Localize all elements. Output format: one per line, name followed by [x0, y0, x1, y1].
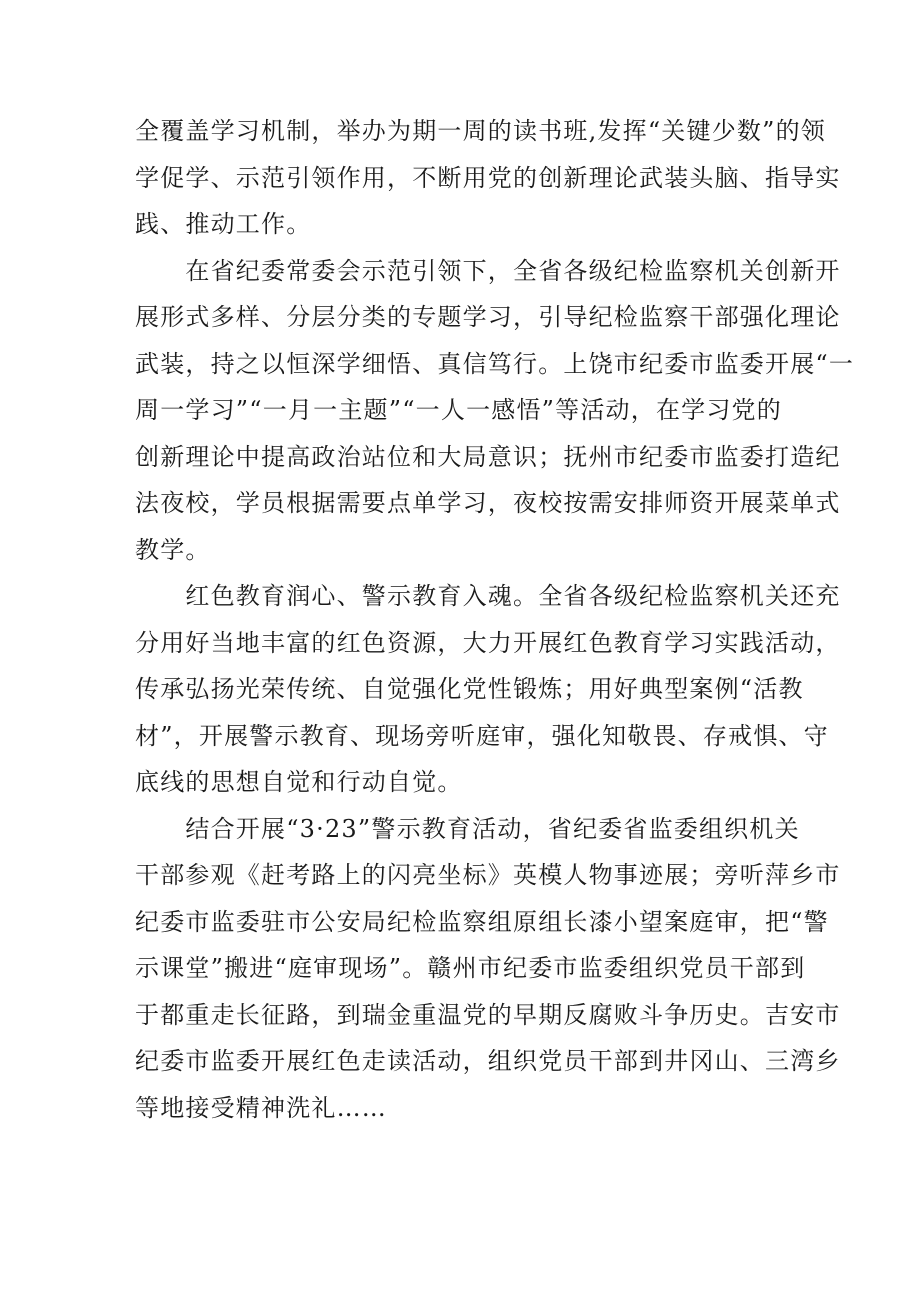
text-line: 展形式多样、分层分类的专题学习，引导纪检监察干部强化理论 — [135, 303, 841, 331]
text-line: 红色教育润心、警示教育入魂。全省各级纪检监察机关还充 — [135, 582, 841, 610]
text-line: 法夜校，学员根据需要点单学习，夜校按需安排师资开展菜单式 — [135, 489, 841, 517]
article-body — [135, 108, 855, 1131]
paragraph-study-mechanism — [135, 108, 841, 248]
text-line: 于都重走长征路，到瑞金重温党的早期反腐败斗争历史。吉安市 — [135, 1000, 841, 1029]
text-line: 武装，持之以恒深学细悟、真信笃行。上饶市纪委市监委开展“一 — [135, 349, 855, 378]
text-line: 干部参观《赶考路上的闪亮坐标》英模人物事迹展；旁听萍乡市 — [135, 861, 841, 889]
paragraph-red-education — [135, 573, 841, 806]
text-line: 全覆盖学习机制，举办为期一周的读书班,发挥“关键少数”的领 — [135, 117, 826, 145]
text-line: 传承弘扬光荣传统、自觉强化党性锻炼；用好典型案例“活教 — [135, 675, 804, 703]
text-line: 教学。 — [135, 535, 211, 564]
text-line: 纪委市监委驻市公安局纪检监察组原组长漆小望案庭审，把“警 — [135, 907, 829, 936]
text-line: 在省纪委常委会示范引领下，全省各级纪检监察机关创新开 — [135, 256, 841, 285]
text-line: 等地接受精神洗礼…… — [135, 1093, 387, 1122]
text-line: 分用好当地丰富的红色资源，大力开展红色教育学习实践活动， — [135, 628, 841, 657]
text-line: 践、推动工作。 — [135, 210, 312, 238]
text-line: 底线的思想自觉和行动自觉。 — [135, 768, 463, 796]
text-line: 学促学、示范引领作用，不断用党的创新理论武装头脑、指导实 — [135, 163, 841, 192]
text-line: 纪委市监委开展红色走读活动，组织党员干部到井冈山、三湾乡 — [135, 1047, 841, 1075]
text-line: 材”，开展警示教育、现场旁听庭审，强化知敬畏、存戒惧、守 — [135, 721, 829, 750]
paragraph-warning-education — [135, 806, 841, 1132]
text-line: 示课堂”搬进“庭审现场”。赣州市纪委市监委组织党员干部到 — [135, 954, 806, 982]
paragraph-thematic-study — [135, 248, 855, 574]
text-line: 创新理论中提高政治站位和大局意识；抚州市纪委市监委打造纪 — [135, 442, 841, 471]
text-line: 周一学习”“一月一主题”“一人一感悟”等活动，在学习党的 — [135, 396, 782, 424]
text-line: 结合开展“3·23”警示教育活动，省纪委省监委组织机关 — [135, 814, 800, 843]
